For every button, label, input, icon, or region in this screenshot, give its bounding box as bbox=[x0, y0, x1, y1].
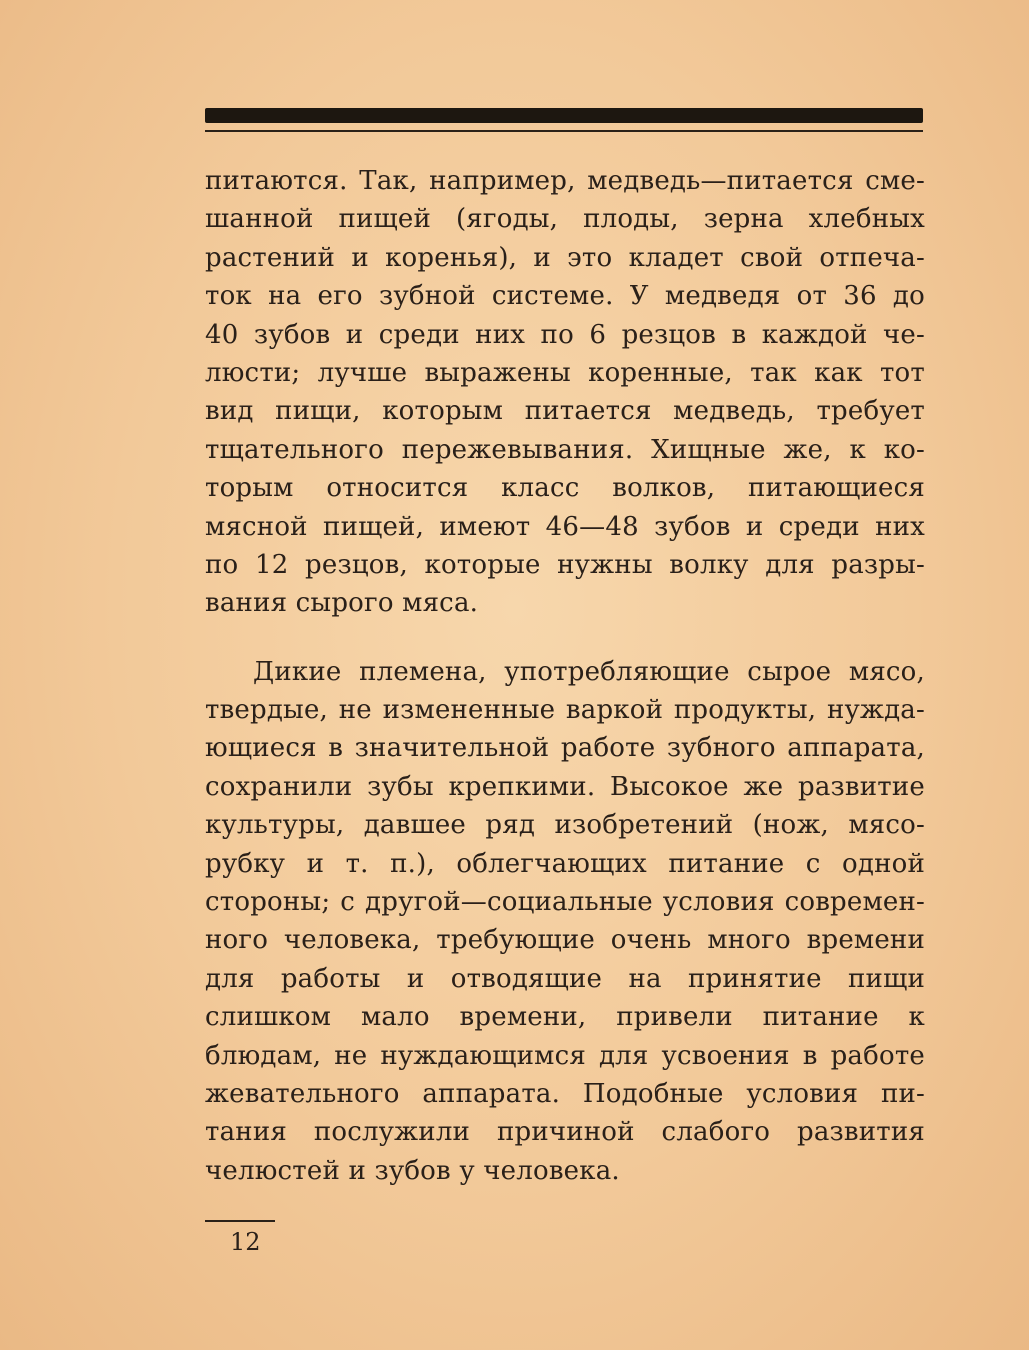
text-line: слишком мало времени, привели питание к bbox=[205, 1002, 925, 1033]
text-line: тания послужили причиной слабого развития bbox=[205, 1117, 925, 1148]
body-text bbox=[205, 162, 925, 1190]
text-line: Дикие племена, употребляющие сырое мясо, bbox=[253, 656, 925, 687]
text-line: рубку и т. п.), облегчающих питание с одной bbox=[205, 848, 925, 879]
text-line: челюстей и зубов у человека. bbox=[205, 1155, 620, 1186]
text-line: тщательного пережевывания. Хищные же, к ко- bbox=[205, 434, 925, 465]
text-line: вид пищи, которым питается медведь, требует bbox=[205, 396, 925, 427]
text-line: шанной пищей (ягоды, плоды, зерна хлебных bbox=[205, 204, 925, 235]
header-thick-rule bbox=[205, 108, 923, 123]
text-line: люсти; лучше выражены коренные, так как тот bbox=[205, 357, 925, 388]
text-line: культуры, давшее ряд изобретений (нож, мясо- bbox=[205, 810, 925, 841]
paragraph-1 bbox=[205, 162, 925, 623]
text-line: торым относится класс волков, питающиеся bbox=[205, 473, 925, 504]
text-line: вания сырого мяса. bbox=[205, 588, 479, 619]
text-line: по 12 резцов, которые нужны волку для разры- bbox=[205, 549, 925, 580]
text-line: растений и коренья), и это кладет свой отпеча- bbox=[205, 242, 925, 273]
text-line: твердые, не измененные варкой продукты, нужда- bbox=[205, 695, 925, 726]
text-line: ток на его зубной системе. У медведя от 36 до bbox=[205, 281, 925, 312]
footer-rule bbox=[205, 1220, 275, 1222]
paragraph-2 bbox=[205, 653, 925, 1190]
text-line: блюдам, не нуждающимся для усвоения в работе bbox=[205, 1040, 925, 1071]
text-line: ного человека, требующие очень много времени bbox=[205, 925, 925, 956]
text-line: жевательного аппарата. Подобные условия пи- bbox=[205, 1078, 925, 1109]
paragraph-gap bbox=[205, 623, 925, 653]
text-line: для работы и отводящие на принятие пищи bbox=[205, 963, 925, 994]
text-line: 40 зубов и среди них по 6 резцов в каждой че- bbox=[205, 319, 925, 350]
header-thin-rule bbox=[205, 130, 923, 132]
text-line: мясной пищей, имеют 46—48 зубов и среди них bbox=[205, 511, 925, 542]
text-line: стороны; с другой—социальные условия современ- bbox=[205, 887, 925, 918]
text-line: ющиеся в значительной работе зубного аппарата, bbox=[205, 733, 925, 764]
text-line: питаются. Так, например, медведь—питается сме- bbox=[205, 166, 925, 196]
page-number: 12 bbox=[230, 1228, 261, 1256]
text-line: сохранили зубы крепкими. Высокое же развитие bbox=[205, 771, 925, 802]
